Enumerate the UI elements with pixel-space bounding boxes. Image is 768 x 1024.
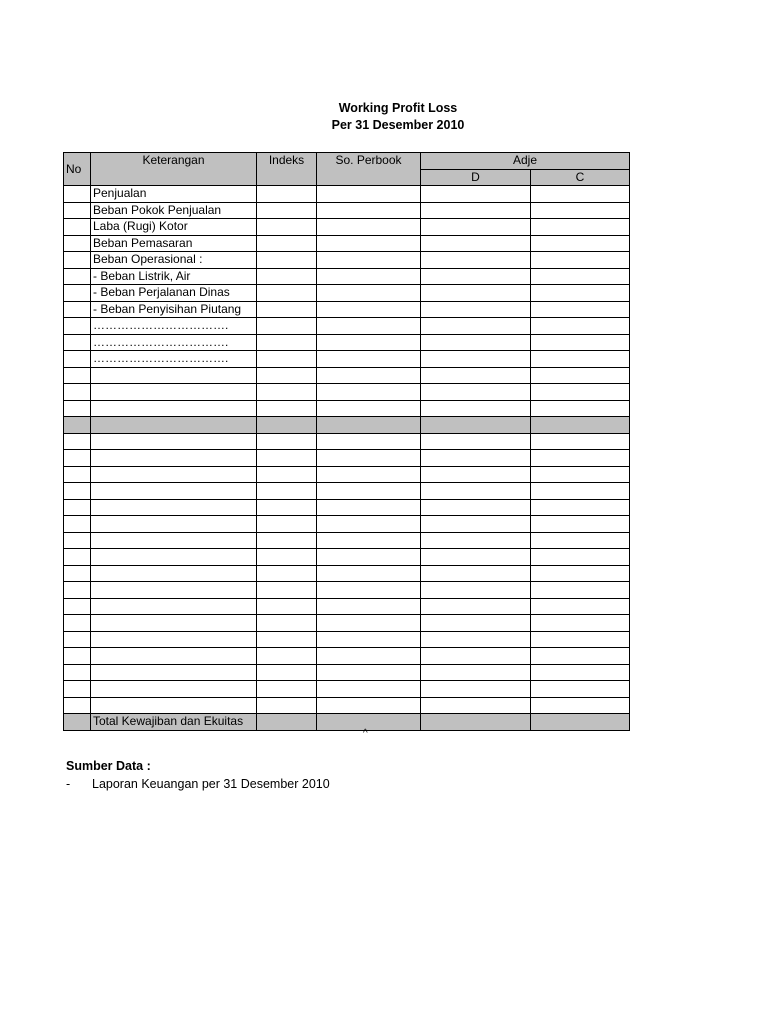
cell-adje-d[interactable]: [421, 466, 531, 483]
table-row: [64, 516, 630, 533]
cell-adje-d[interactable]: [421, 714, 531, 731]
cell-keterangan[interactable]: [91, 598, 257, 615]
cell-keterangan[interactable]: [91, 367, 257, 384]
table-row: [64, 450, 630, 467]
cell-adje-c[interactable]: [531, 714, 630, 731]
cell-indeks[interactable]: [257, 516, 317, 533]
cell-no[interactable]: [64, 648, 91, 665]
table-row: [64, 219, 630, 236]
cell-perbook[interactable]: [317, 202, 421, 219]
col-header-d: D: [421, 169, 531, 186]
cell-no[interactable]: [64, 631, 91, 648]
cell-adje-d[interactable]: [421, 532, 531, 549]
cell-keterangan[interactable]: Penjualan: [91, 186, 257, 203]
cell-keterangan[interactable]: [91, 417, 257, 434]
doc-subtitle: Per 31 Desember 2010: [331, 118, 465, 132]
cell-perbook[interactable]: [317, 186, 421, 203]
cell-keterangan[interactable]: Beban Operasional :: [91, 252, 257, 269]
table-row: [64, 532, 630, 549]
table-row: [64, 367, 630, 384]
cell-indeks[interactable]: [257, 483, 317, 500]
cell-adje-c[interactable]: [531, 565, 630, 582]
cell-adje-c[interactable]: [531, 252, 630, 269]
table-row: [64, 433, 630, 450]
cell-perbook[interactable]: [317, 664, 421, 681]
cell-no[interactable]: [64, 351, 91, 368]
cell-indeks[interactable]: [257, 268, 317, 285]
cell-perbook[interactable]: [317, 268, 421, 285]
table-row: [64, 697, 630, 714]
cell-no[interactable]: [64, 598, 91, 615]
cell-adje-c[interactable]: [531, 367, 630, 384]
total-row: [64, 714, 630, 731]
cell-adje-c[interactable]: [531, 582, 630, 599]
cell-perbook[interactable]: [317, 631, 421, 648]
cell-adje-d[interactable]: [421, 664, 531, 681]
cell-adje-c[interactable]: [531, 664, 630, 681]
cell-indeks[interactable]: [257, 532, 317, 549]
cell-indeks[interactable]: [257, 664, 317, 681]
cell-no[interactable]: [64, 268, 91, 285]
col-header-keterangan: Keterangan: [91, 153, 257, 186]
col-header-no: No: [64, 153, 91, 186]
table-row: [64, 252, 630, 269]
cell-indeks[interactable]: [257, 565, 317, 582]
source-item-text: Laporan Keuangan per 31 Desember 2010: [92, 777, 330, 791]
cell-no[interactable]: [64, 565, 91, 582]
cell-keterangan[interactable]: - Beban Listrik, Air: [91, 268, 257, 285]
table-row: [64, 334, 630, 351]
cell-adje-d[interactable]: [421, 598, 531, 615]
cell-perbook[interactable]: [317, 681, 421, 698]
cell-indeks[interactable]: [257, 697, 317, 714]
cell-adje-d[interactable]: [421, 648, 531, 665]
cell-no[interactable]: [64, 318, 91, 335]
cell-adje-d[interactable]: [421, 219, 531, 236]
col-header-perbook: So. Perbook: [317, 153, 421, 186]
cell-perbook[interactable]: [317, 532, 421, 549]
cell-perbook[interactable]: [317, 598, 421, 615]
cell-indeks[interactable]: [257, 681, 317, 698]
cell-adje-c[interactable]: [531, 681, 630, 698]
cell-adje-d[interactable]: [421, 400, 531, 417]
cell-keterangan[interactable]: - Beban Penyisihan Piutang: [91, 301, 257, 318]
caret-mark: ^: [363, 728, 368, 739]
cell-perbook[interactable]: [317, 334, 421, 351]
cell-no[interactable]: [64, 516, 91, 533]
cell-adje-c[interactable]: [531, 615, 630, 632]
table-row: [64, 466, 630, 483]
worksheet-table: [63, 152, 630, 731]
cell-indeks[interactable]: [257, 450, 317, 467]
source-item: [66, 777, 330, 791]
col-header-c: C: [531, 169, 630, 186]
cell-adje-c[interactable]: [531, 598, 630, 615]
table-row: [64, 681, 630, 698]
cell-adje-c[interactable]: [531, 433, 630, 450]
cell-adje-d[interactable]: [421, 516, 531, 533]
cell-no[interactable]: [64, 186, 91, 203]
cell-indeks[interactable]: [257, 235, 317, 252]
cell-adje-c[interactable]: [531, 648, 630, 665]
cell-adje-d[interactable]: [421, 186, 531, 203]
cell-adje-d[interactable]: [421, 235, 531, 252]
cell-adje-c[interactable]: [531, 186, 630, 203]
cell-adje-c[interactable]: [531, 268, 630, 285]
cell-adje-d[interactable]: [421, 681, 531, 698]
table-row: [64, 598, 630, 615]
cell-adje-d[interactable]: [421, 268, 531, 285]
cell-no[interactable]: [64, 433, 91, 450]
table-row: [64, 582, 630, 599]
cell-adje-d[interactable]: [421, 499, 531, 516]
cell-no[interactable]: [64, 367, 91, 384]
table-row: [64, 384, 630, 401]
cell-indeks[interactable]: [257, 417, 317, 434]
cell-indeks[interactable]: [257, 202, 317, 219]
table-row: [64, 483, 630, 500]
cell-perbook[interactable]: [317, 235, 421, 252]
table-row: [64, 615, 630, 632]
cell-keterangan[interactable]: [91, 664, 257, 681]
table-row: [64, 499, 630, 516]
cell-indeks[interactable]: [257, 186, 317, 203]
table-row: [64, 549, 630, 566]
cell-adje-c[interactable]: [531, 301, 630, 318]
cell-adje-c[interactable]: [531, 202, 630, 219]
cell-adje-d[interactable]: [421, 450, 531, 467]
cell-keterangan[interactable]: Beban Pemasaran: [91, 235, 257, 252]
cell-indeks[interactable]: [257, 433, 317, 450]
table-row: [64, 268, 630, 285]
table-row: [64, 202, 630, 219]
source-bullet: -: [66, 777, 71, 791]
cell-keterangan[interactable]: [91, 648, 257, 665]
cell-keterangan[interactable]: [91, 384, 257, 401]
cell-adje-d[interactable]: [421, 615, 531, 632]
cell-adje-d[interactable]: [421, 483, 531, 500]
cell-keterangan[interactable]: [91, 681, 257, 698]
cell-no[interactable]: [64, 483, 91, 500]
cell-keterangan[interactable]: [91, 433, 257, 450]
cell-perbook[interactable]: [317, 615, 421, 632]
cell-no[interactable]: [64, 235, 91, 252]
col-header-adje: Adje: [421, 153, 630, 170]
cell-adje-c[interactable]: [531, 499, 630, 516]
cell-adje-c[interactable]: [531, 318, 630, 335]
cell-no[interactable]: [64, 219, 91, 236]
cell-indeks[interactable]: [257, 318, 317, 335]
cell-indeks[interactable]: [257, 499, 317, 516]
cell-perbook[interactable]: [317, 466, 421, 483]
cell-perbook[interactable]: [317, 252, 421, 269]
table-row: [64, 318, 630, 335]
cell-no[interactable]: [64, 450, 91, 467]
cell-no[interactable]: [64, 252, 91, 269]
cell-indeks[interactable]: [257, 351, 317, 368]
table-row: [64, 285, 630, 302]
cell-adje-d[interactable]: [421, 301, 531, 318]
cell-perbook[interactable]: [317, 301, 421, 318]
cell-adje-d[interactable]: [421, 565, 531, 582]
header-row: [64, 153, 630, 170]
cell-indeks[interactable]: [257, 301, 317, 318]
cell-no[interactable]: [64, 466, 91, 483]
cell-adje-c[interactable]: [531, 532, 630, 549]
cell-perbook[interactable]: [317, 351, 421, 368]
cell-adje-c[interactable]: [531, 697, 630, 714]
cell-indeks[interactable]: [257, 400, 317, 417]
cell-no[interactable]: [64, 582, 91, 599]
cell-keterangan[interactable]: [91, 466, 257, 483]
cell-indeks[interactable]: [257, 466, 317, 483]
cell-adje-c[interactable]: [531, 384, 630, 401]
cell-perbook[interactable]: [317, 483, 421, 500]
cell-keterangan[interactable]: - Beban Perjalanan Dinas: [91, 285, 257, 302]
cell-no[interactable]: [64, 714, 91, 731]
cell-no[interactable]: [64, 417, 91, 434]
cell-no[interactable]: [64, 400, 91, 417]
cell-keterangan[interactable]: [91, 549, 257, 566]
cell-adje-d[interactable]: [421, 252, 531, 269]
cell-keterangan[interactable]: [91, 582, 257, 599]
cell-no[interactable]: [64, 532, 91, 549]
cell-adje-d[interactable]: [421, 697, 531, 714]
cell-no[interactable]: [64, 499, 91, 516]
separator-row: [64, 417, 630, 434]
table-row: [64, 648, 630, 665]
cell-no[interactable]: [64, 681, 91, 698]
table-row: [64, 235, 630, 252]
cell-keterangan[interactable]: [91, 516, 257, 533]
cell-keterangan[interactable]: [91, 400, 257, 417]
cell-indeks[interactable]: [257, 384, 317, 401]
cell-perbook[interactable]: [317, 549, 421, 566]
cell-perbook[interactable]: [317, 697, 421, 714]
cell-adje-d[interactable]: [421, 582, 531, 599]
cell-perbook[interactable]: [317, 433, 421, 450]
cell-adje-d[interactable]: [421, 549, 531, 566]
cell-keterangan[interactable]: [91, 565, 257, 582]
cell-adje-c[interactable]: [531, 483, 630, 500]
cell-keterangan[interactable]: [91, 483, 257, 500]
cell-keterangan[interactable]: [91, 615, 257, 632]
cell-adje-d[interactable]: [421, 334, 531, 351]
cell-adje-c[interactable]: [531, 450, 630, 467]
cell-keterangan[interactable]: …………………………….: [91, 318, 257, 335]
cell-perbook[interactable]: [317, 582, 421, 599]
cell-perbook[interactable]: [317, 450, 421, 467]
cell-no[interactable]: [64, 615, 91, 632]
cell-adje-c[interactable]: [531, 631, 630, 648]
cell-adje-c[interactable]: [531, 334, 630, 351]
cell-no[interactable]: [64, 285, 91, 302]
cell-indeks[interactable]: [257, 334, 317, 351]
cell-adje-d[interactable]: [421, 433, 531, 450]
cell-perbook[interactable]: [317, 219, 421, 236]
doc-title: Working Profit Loss: [338, 101, 458, 115]
cell-adje-c[interactable]: [531, 516, 630, 533]
cell-no[interactable]: [64, 697, 91, 714]
table-row: [64, 565, 630, 582]
table-row: [64, 186, 630, 203]
cell-adje-d[interactable]: [421, 351, 531, 368]
cell-indeks[interactable]: [257, 367, 317, 384]
table-row: [64, 351, 630, 368]
cell-adje-d[interactable]: [421, 367, 531, 384]
cell-adje-d[interactable]: [421, 384, 531, 401]
cell-perbook[interactable]: [317, 648, 421, 665]
col-header-indeks: Indeks: [257, 153, 317, 186]
cell-no[interactable]: [64, 202, 91, 219]
cell-adje-d[interactable]: [421, 285, 531, 302]
cell-adje-c[interactable]: [531, 417, 630, 434]
cell-adje-c[interactable]: [531, 351, 630, 368]
cell-keterangan[interactable]: Total Kewajiban dan Ekuitas: [91, 714, 257, 731]
cell-indeks[interactable]: [257, 598, 317, 615]
cell-indeks[interactable]: [257, 219, 317, 236]
cell-indeks[interactable]: [257, 285, 317, 302]
cell-no[interactable]: [64, 334, 91, 351]
table-row: [64, 664, 630, 681]
cell-indeks[interactable]: [257, 631, 317, 648]
cell-perbook[interactable]: [317, 285, 421, 302]
cell-perbook[interactable]: [317, 318, 421, 335]
cell-keterangan[interactable]: [91, 532, 257, 549]
cell-indeks[interactable]: [257, 648, 317, 665]
cell-perbook[interactable]: [317, 714, 421, 731]
cell-indeks[interactable]: [257, 582, 317, 599]
cell-perbook[interactable]: [317, 516, 421, 533]
cell-keterangan[interactable]: [91, 499, 257, 516]
table-row: [64, 631, 630, 648]
cell-perbook[interactable]: [317, 499, 421, 516]
cell-keterangan[interactable]: Laba (Rugi) Kotor: [91, 219, 257, 236]
cell-keterangan[interactable]: [91, 697, 257, 714]
cell-adje-d[interactable]: [421, 318, 531, 335]
cell-indeks[interactable]: [257, 615, 317, 632]
cell-adje-c[interactable]: [531, 235, 630, 252]
cell-adje-c[interactable]: [531, 549, 630, 566]
cell-perbook[interactable]: [317, 384, 421, 401]
cell-adje-d[interactable]: [421, 202, 531, 219]
table-row: [64, 400, 630, 417]
cell-adje-c[interactable]: [531, 219, 630, 236]
cell-indeks[interactable]: [257, 252, 317, 269]
cell-keterangan[interactable]: Beban Pokok Penjualan: [91, 202, 257, 219]
cell-perbook[interactable]: [317, 565, 421, 582]
cell-adje-c[interactable]: [531, 285, 630, 302]
cell-no[interactable]: [64, 301, 91, 318]
cell-indeks[interactable]: [257, 714, 317, 731]
cell-keterangan[interactable]: …………………………….: [91, 334, 257, 351]
cell-no[interactable]: [64, 549, 91, 566]
cell-perbook[interactable]: [317, 400, 421, 417]
cell-keterangan[interactable]: …………………………….: [91, 351, 257, 368]
table-row: [64, 301, 630, 318]
cell-indeks[interactable]: [257, 549, 317, 566]
cell-perbook[interactable]: [317, 417, 421, 434]
cell-perbook[interactable]: [317, 367, 421, 384]
cell-adje-c[interactable]: [531, 466, 630, 483]
cell-adje-c[interactable]: [531, 400, 630, 417]
cell-adje-d[interactable]: [421, 417, 531, 434]
cell-keterangan[interactable]: [91, 631, 257, 648]
source-label: Sumber Data :: [66, 759, 151, 773]
cell-no[interactable]: [64, 384, 91, 401]
cell-no[interactable]: [64, 664, 91, 681]
cell-adje-d[interactable]: [421, 631, 531, 648]
cell-keterangan[interactable]: [91, 450, 257, 467]
